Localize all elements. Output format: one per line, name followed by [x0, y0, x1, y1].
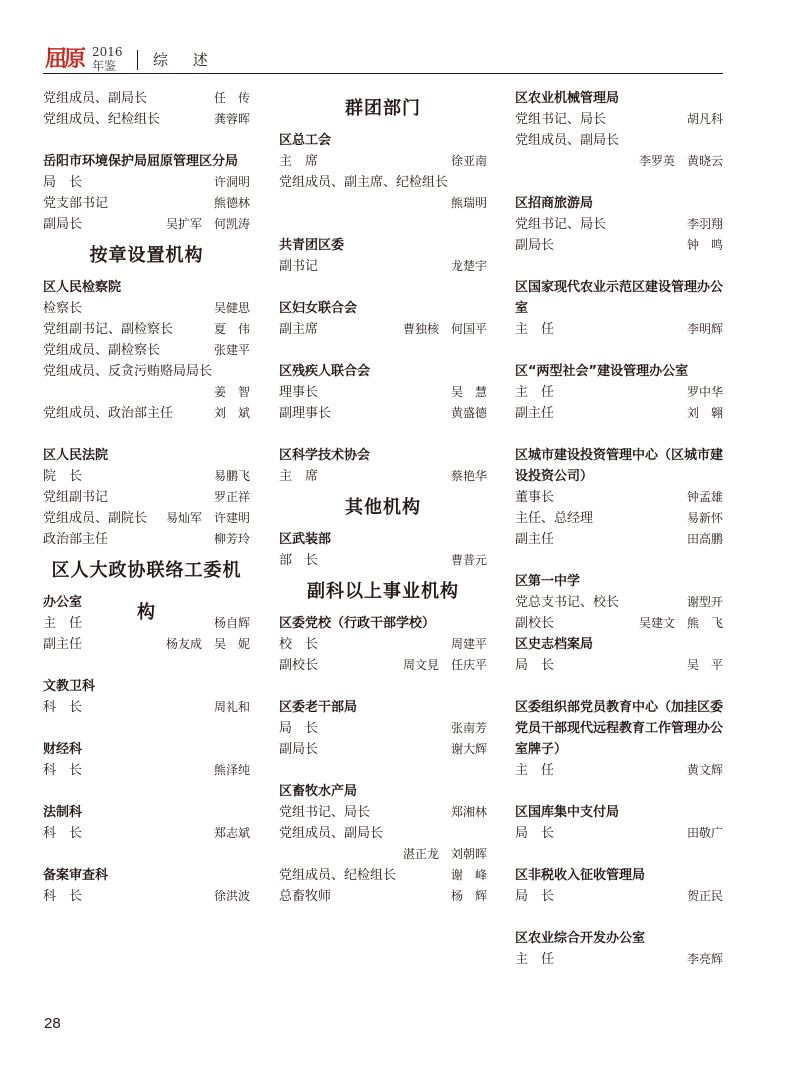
- position-title: 理事长: [279, 385, 319, 400]
- position-title: 主 席: [279, 154, 319, 169]
- person-names: 李明辉: [686, 322, 723, 336]
- personnel-row: [279, 802, 487, 823]
- section-heading: 按章设置机构: [89, 245, 204, 266]
- section-heading: 区人大政协联络工委机构: [51, 560, 242, 623]
- person-names: 刘 斌: [213, 406, 250, 420]
- organization-name: 办公室: [43, 595, 83, 610]
- page-header: [43, 40, 723, 76]
- logo-year: 2016: [92, 45, 123, 59]
- personnel-row: [515, 235, 723, 256]
- position-title: 党组书记、局长: [279, 805, 371, 820]
- person-names: 黄文辉: [686, 763, 723, 777]
- person-names: 徐洪波: [213, 889, 250, 903]
- position-title: 党组书记、局长: [515, 217, 607, 232]
- personnel-row: [279, 823, 487, 844]
- person-names: 吴扩军 何凯涛: [165, 217, 250, 231]
- position-title: 局 长: [515, 889, 555, 904]
- spacer: [43, 718, 250, 739]
- organization-name: 区委党校（行政干部学校）: [279, 616, 436, 631]
- personnel-row: [279, 634, 487, 655]
- organization-name: 岳阳市环境保护局屈原管理区分局: [43, 154, 239, 169]
- personnel-row: [43, 613, 250, 634]
- position-title: 主 任: [515, 322, 555, 337]
- spacer: [515, 844, 723, 865]
- spacer: [279, 760, 487, 781]
- position-title: 科 长: [43, 763, 83, 778]
- position-title: 副主任: [515, 406, 555, 421]
- spacer: [515, 256, 723, 277]
- spacer: [279, 340, 487, 361]
- personnel-row: [515, 886, 723, 907]
- personnel-row: [515, 508, 723, 529]
- personnel-row: [515, 592, 723, 613]
- position-title: 党组成员、副检察长: [43, 343, 161, 358]
- spacer: [279, 676, 487, 697]
- personnel-row: [515, 655, 723, 676]
- personnel-row: [515, 130, 723, 151]
- person-names: 张南芳: [450, 721, 487, 735]
- personnel-row: [279, 382, 487, 403]
- position-title: 科 长: [43, 826, 83, 841]
- personnel-row: [279, 739, 487, 760]
- position-title: 主 任: [515, 763, 555, 778]
- section-heading: 副科以上事业机构: [307, 581, 459, 602]
- position-title: 副局长: [43, 217, 83, 232]
- organization-name: 区委组织部党员教育中心（加挂区委党员干部现代远程教育工作管理办公室牌子）: [515, 700, 724, 757]
- person-names: 曹普元: [450, 553, 487, 567]
- person-names: 熊泽纯: [213, 763, 250, 777]
- organization-name: 财经科: [43, 742, 83, 757]
- position-title: 总畜牧师: [279, 889, 332, 904]
- person-names: 周文見 任庆平: [402, 658, 487, 672]
- position-title: 主 任: [43, 616, 83, 631]
- position-title: 科 长: [43, 889, 83, 904]
- person-names: 熊瑞明: [450, 196, 487, 210]
- spacer: [279, 424, 487, 445]
- person-names: 谢型开: [686, 595, 723, 609]
- position-title: 副书记: [279, 259, 319, 274]
- personnel-row: [515, 214, 723, 235]
- person-names: 龙楚宇: [450, 259, 487, 273]
- person-names: 吴 平: [686, 658, 723, 672]
- person-names: 任 传: [213, 91, 250, 105]
- personnel-row: [279, 466, 487, 487]
- column-1: [43, 88, 250, 907]
- personnel-row: [43, 109, 250, 130]
- personnel-row: [43, 88, 250, 109]
- personnel-row: [43, 214, 250, 235]
- personnel-row: [43, 466, 250, 487]
- spacer: [515, 340, 723, 361]
- spacer: [43, 424, 250, 445]
- person-names: 徐亚南: [450, 154, 487, 168]
- person-names: 易新怀: [686, 511, 723, 525]
- position-title: 党组成员、副局长: [43, 91, 148, 106]
- personnel-row: [43, 529, 250, 550]
- organization-name: 区妇女联合会: [279, 301, 358, 316]
- person-names: 李羽翔: [686, 217, 723, 231]
- position-title: 副主席: [279, 322, 319, 337]
- organization-name: 区国家现代农业示范区建设管理办公室: [515, 280, 724, 316]
- position-title: 主 任: [515, 952, 555, 967]
- personnel-row: [43, 508, 250, 529]
- person-names: 李罗英 黄晓云: [638, 154, 723, 168]
- position-title: 校 长: [279, 637, 319, 652]
- position-title: 副理事长: [279, 406, 332, 421]
- organization-name: 区委老干部局: [279, 700, 358, 715]
- person-names: 郑志斌: [213, 826, 250, 840]
- person-names: 钟 鸣: [686, 238, 723, 252]
- personnel-row: [279, 844, 487, 865]
- person-names: 柳芳玲: [213, 532, 250, 546]
- spacer: [515, 172, 723, 193]
- spacer: [43, 130, 250, 151]
- person-names: 贺正民: [686, 889, 723, 903]
- organization-name: 区国库集中支付局: [515, 805, 620, 820]
- person-names: 湛正龙 刘朝晖: [402, 847, 487, 861]
- personnel-row: [515, 382, 723, 403]
- person-names: 李亮辉: [686, 952, 723, 966]
- personnel-row: [515, 487, 723, 508]
- personnel-row: [279, 886, 487, 907]
- position-title: 检察长: [43, 301, 83, 316]
- organization-name: 法制科: [43, 805, 83, 820]
- personnel-row: [43, 823, 250, 844]
- personnel-row: [43, 403, 250, 424]
- position-title: 党组成员、副主席、纪检组长: [279, 175, 449, 190]
- position-title: 主 任: [515, 385, 555, 400]
- yearbook-logo: 屈原: [45, 47, 84, 72]
- person-names: 钟孟雄: [686, 490, 723, 504]
- spacer: [515, 781, 723, 802]
- position-title: 院 长: [43, 469, 83, 484]
- spacer: [515, 676, 723, 697]
- person-names: 龚蓉晖: [213, 112, 250, 126]
- position-title: 副主任: [43, 637, 83, 652]
- personnel-row: [279, 172, 487, 193]
- person-names: 谢大辉: [450, 742, 487, 756]
- organization-name: 区科学技术协会: [279, 448, 371, 463]
- personnel-row: [279, 718, 487, 739]
- personnel-row: [515, 109, 723, 130]
- organization-name: 区人民检察院: [43, 280, 122, 295]
- personnel-row: [279, 256, 487, 277]
- personnel-row: [43, 340, 250, 361]
- position-title: 副校长: [279, 658, 319, 673]
- position-title: 党组成员、副局长: [515, 133, 620, 148]
- organization-name: 区“两型社会”建设管理办公室: [515, 364, 689, 379]
- column-2: [279, 88, 487, 907]
- organization-name: 区残疾人联合会: [279, 364, 371, 379]
- position-title: 局 长: [515, 658, 555, 673]
- personnel-row: [43, 634, 250, 655]
- organization-name: 区人民法院: [43, 448, 109, 463]
- personnel-row: [43, 319, 250, 340]
- personnel-row: [515, 151, 723, 172]
- personnel-row: [279, 193, 487, 214]
- position-title: 局 长: [43, 175, 83, 190]
- position-title: 局 长: [279, 721, 319, 736]
- organization-name: 区非税收入征收管理局: [515, 868, 646, 883]
- personnel-row: [515, 760, 723, 781]
- personnel-row: [515, 823, 723, 844]
- position-title: 副主任: [515, 532, 555, 547]
- person-names: 罗正祥: [213, 490, 250, 504]
- position-title: 局 长: [515, 826, 555, 841]
- position-title: 党组成员、纪检组长: [279, 868, 397, 883]
- person-names: 吴建文 熊 飞: [638, 616, 723, 630]
- position-title: 政治部主任: [43, 532, 109, 547]
- organization-name: 区史志档案局: [515, 637, 594, 652]
- personnel-row: [43, 298, 250, 319]
- spacer: [279, 277, 487, 298]
- organization-name: 区城市建设投资管理中心（区城市建设投资公司）: [515, 448, 724, 484]
- personnel-row: [279, 865, 487, 886]
- person-names: 罗中华: [686, 385, 723, 399]
- spacer: [515, 424, 723, 445]
- person-names: 夏 伟: [213, 322, 250, 336]
- person-names: 周礼和: [213, 700, 250, 714]
- spacer: [515, 550, 723, 571]
- header-separator: [137, 50, 138, 70]
- organization-name: 文教卫科: [43, 679, 96, 694]
- spacer: [43, 781, 250, 802]
- personnel-row: [43, 172, 250, 193]
- personnel-row: [279, 550, 487, 571]
- personnel-row: [515, 529, 723, 550]
- person-names: 吴健思: [213, 301, 250, 315]
- person-names: 易灿军 许建明: [165, 511, 250, 525]
- person-names: 张建平: [213, 343, 250, 357]
- personnel-row: [515, 613, 723, 634]
- person-names: 姜 智: [213, 385, 250, 399]
- personnel-row: [515, 319, 723, 340]
- position-title: 党组成员、纪检组长: [43, 112, 161, 127]
- person-names: 熊德林: [213, 196, 250, 210]
- person-names: 黄盛德: [450, 406, 487, 420]
- personnel-row: [43, 487, 250, 508]
- organization-name: 共青团区委: [279, 238, 345, 253]
- position-title: 党组成员、反贪污贿赂局局长: [43, 364, 213, 379]
- person-names: 曹独核 何国平: [402, 322, 487, 336]
- column-3: [515, 88, 723, 970]
- personnel-row: [43, 193, 250, 214]
- organization-name: 备案审查科: [43, 868, 109, 883]
- personnel-row: [43, 382, 250, 403]
- person-names: 杨友成 吴 妮: [165, 637, 250, 651]
- page-number: 28: [44, 1015, 61, 1032]
- person-names: 谢 峰: [450, 868, 487, 882]
- personnel-row: [43, 361, 250, 382]
- logo-yearbook-label: 年鉴: [92, 59, 117, 73]
- person-names: 许洞明: [213, 175, 250, 189]
- position-title: 党组副书记: [43, 490, 109, 505]
- position-title: 主 席: [279, 469, 319, 484]
- person-names: 蔡艳华: [450, 469, 487, 483]
- position-title: 科 长: [43, 700, 83, 715]
- person-names: 周建平: [450, 637, 487, 651]
- position-title: 党总支书记、校长: [515, 595, 620, 610]
- person-names: 郑湘林: [450, 805, 487, 819]
- person-names: 吴 慧: [450, 385, 487, 399]
- organization-name: 区农业机械管理局: [515, 91, 620, 106]
- person-names: 杨 辉: [450, 889, 487, 903]
- personnel-row: [279, 151, 487, 172]
- personnel-row: [279, 403, 487, 424]
- section-title: 综 述: [153, 51, 218, 69]
- position-title: 董事长: [515, 490, 555, 505]
- position-title: 副局长: [279, 742, 319, 757]
- position-title: 副校长: [515, 616, 555, 631]
- position-title: 党组成员、副局长: [279, 826, 384, 841]
- position-title: 党组副书记、副检察长: [43, 322, 174, 337]
- organization-name: 区总工会: [279, 133, 332, 148]
- spacer: [279, 214, 487, 235]
- personnel-row: [279, 655, 487, 676]
- position-title: 副局长: [515, 238, 555, 253]
- person-names: 田敬广: [686, 826, 723, 840]
- header-rule: [43, 73, 723, 74]
- position-title: 党组书记、局长: [515, 112, 607, 127]
- spacer: [43, 655, 250, 676]
- organization-name: 区畜牧水产局: [279, 784, 358, 799]
- section-heading: 其他机构: [345, 497, 421, 518]
- spacer: [515, 907, 723, 928]
- personnel-row: [43, 760, 250, 781]
- section-heading: 群团部门: [345, 98, 421, 119]
- person-names: 胡凡科: [686, 112, 723, 126]
- person-names: 田高鹏: [686, 532, 723, 546]
- personnel-row: [515, 403, 723, 424]
- organization-name: 区农业综合开发办公室: [515, 931, 646, 946]
- position-title: 部 长: [279, 553, 319, 568]
- position-title: 主任、总经理: [515, 511, 594, 526]
- person-names: 易鹏飞: [213, 469, 250, 483]
- spacer: [43, 844, 250, 865]
- position-title: 党组成员、副院长: [43, 511, 148, 526]
- personnel-row: [515, 949, 723, 970]
- personnel-row: [43, 697, 250, 718]
- organization-name: 区武装部: [279, 532, 332, 547]
- organization-name: 区第一中学: [515, 574, 581, 589]
- position-title: 党支部书记: [43, 196, 109, 211]
- personnel-row: [279, 319, 487, 340]
- position-title: 党组成员、政治部主任: [43, 406, 174, 421]
- personnel-row: [43, 886, 250, 907]
- person-names: 刘 翱: [686, 406, 723, 420]
- person-names: 杨自辉: [213, 616, 250, 630]
- organization-name: 区招商旅游局: [515, 196, 594, 211]
